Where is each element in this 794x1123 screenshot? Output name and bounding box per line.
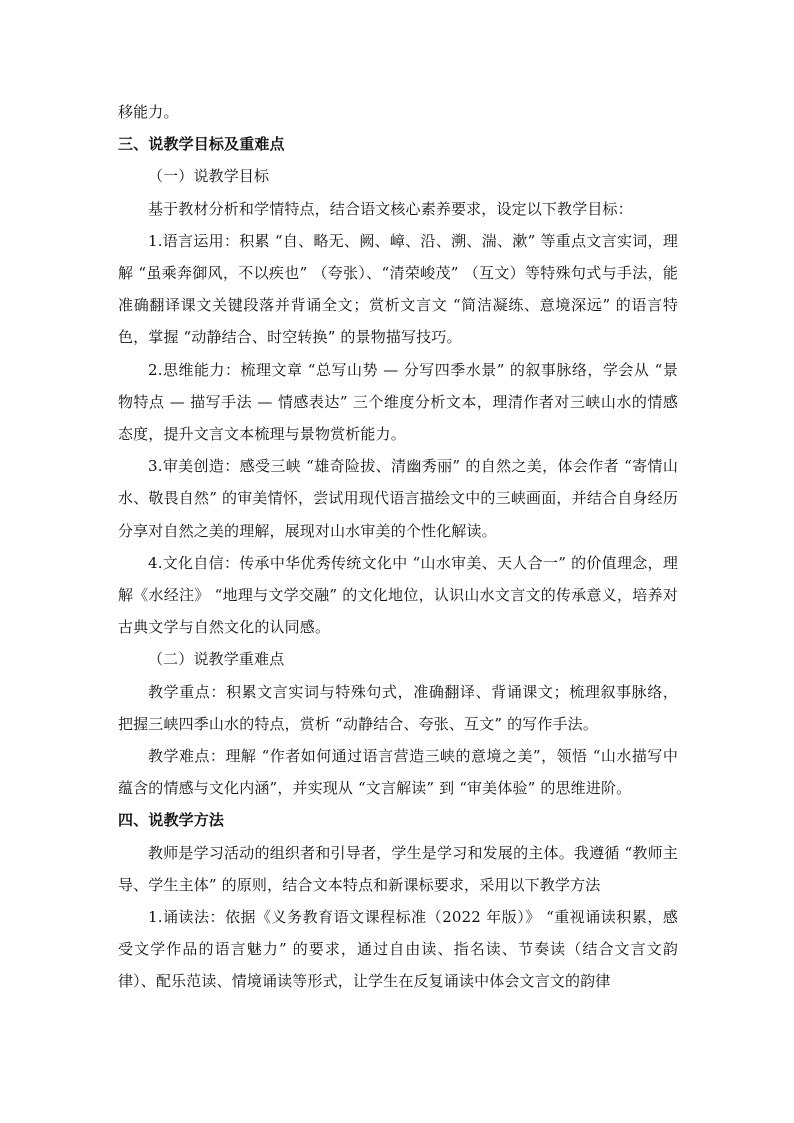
paragraph-difficulties: 教学难点：理解 “作者如何通过语言营造三峡的意境之美”，领悟 “山水描写中蕴含的情感与文化内涵”，并实现从 “文言解读” 到 “审美体验” 的思维进阶。 — [118, 747, 678, 798]
paragraph-goals-intro: 基于教材分析和学情特点，结合语文核心素养要求，设定以下教学目标： — [148, 199, 633, 218]
section-heading-teaching-goals: 三、说教学目标及重难点 — [118, 135, 285, 154]
subsection-heading-key-points: （二）说教学重难点 — [148, 650, 285, 669]
paragraph-key-points: 教学重点：积累文言实词与特殊句式，准确翻译、背诵课文；梳理叙事脉络，把握三峡四季山水的特点，赏析 “动静结合、夸张、互文” 的写作手法。 — [118, 682, 678, 733]
subsection-heading-teaching-goals: （一）说教学目标 — [148, 167, 270, 186]
section-heading-teaching-methods: 四、说教学方法 — [118, 811, 225, 830]
paragraph-methods-intro: 教师是学习活动的组织者和引导者，学生是学习和发展的主体。我遵循 “教师主导、学生主体” 的原则，结合文本特点和新课标要求，采用以下教学方法 — [118, 843, 678, 894]
paragraph-continuation: 移能力。 — [118, 103, 179, 121]
paragraph-goal-aesthetic: 3.审美创造：感受三峡 “雄奇险拔、清幽秀丽” 的自然之美，体会作者 “寄情山水、敬畏自然” 的审美情怀，尝试用现代语言描绘文中的三峡画面，并结合自身经历分享对自然之美的理解，展现对山水审美的个性化解读。 — [118, 457, 678, 540]
paragraph-goal-language: 1.语言运用：积累 “自、略无、阙、嶂、沿、溯、湍、漱” 等重点文言实词，理解 “虽乘奔御风，不以疾也” （夸张）、“清荣峻茂” （互文）等特殊句式与手法，能准确翻译课文关键段落并背诵全文；赏析文言文 “简洁凝练、意境深远” 的语言特色，掌握 “动静结合、时空转换” 的景物描写技巧。 — [118, 231, 678, 347]
paragraph-goal-thinking: 2.思维能力：梳理文章 “总写山势 — 分写四季水景” 的叙事脉络，学会从 “景物特点 — 描写手法 — 情感表达” 三个维度分析文本，理清作者对三峡山水的情感态度，提升文言文本梳理与景物赏析能力。 — [118, 360, 678, 444]
paragraph-method-reading: 1.诵读法：依据《义务教育语文课程标准（2022 年版）》 “重视诵读积累，感受文学作品的语言魅力” 的要求，通过自由读、指名读、节奏读（结合文言文韵律）、配乐范读、情境诵读等形式，让学生在反复诵读中体会文言文的韵律 — [118, 908, 678, 991]
document-body — [118, 96, 678, 998]
paragraph-goal-culture: 4.文化自信：传承中华优秀传统文化中 “山水审美、天人合一” 的价值理念，理解《水经注》 “地理与文学交融” 的文化地位，认识山水文言文的传承意义，培养对古典文学与自然文化的认同感。 — [118, 553, 678, 637]
